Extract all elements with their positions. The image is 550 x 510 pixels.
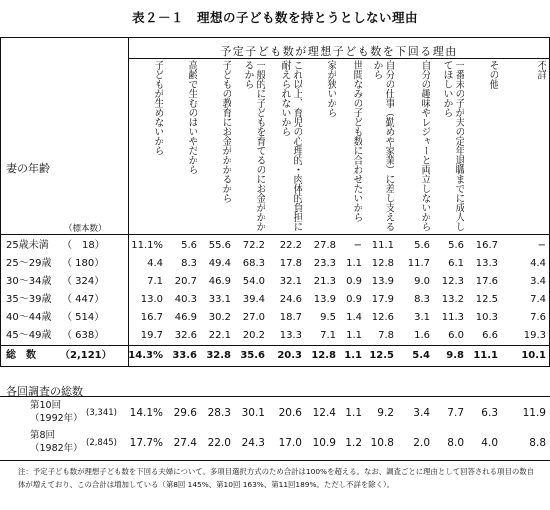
survey-sample-size: (3,341) [86,408,117,418]
table-row [0,255,550,273]
row-sample-size: （ 324） [62,276,105,287]
table-cell: 27.8 [313,240,336,251]
table-cell: 27.0 [242,312,265,323]
table-cell: 21.3 [313,276,336,287]
table-cell: 17.7% [129,437,163,449]
row-sample-size: （ 447） [62,294,105,305]
table-cell: 13.9 [371,276,394,287]
table-cell: 7.4 [530,294,546,305]
table-cell: 39.4 [242,294,265,305]
table-cell: 13.2 [441,294,464,305]
survey-round-label: 第8回 （1982年） [30,430,83,454]
table-note: 注：予定子ども数が理想子ども数を下回る夫婦について。多項目選択方式のため合計は100%を超える。なお、調査ごとに理由として回答される項目の数自体が増えており、この合計は増加している（第8回 145%、第10回 163%、第11回189%。ただし不詳を除く）。 [18,467,535,489]
survey-section-label: 各回調査の総数 [6,385,83,398]
table-cell: 1.1 [344,350,362,361]
rule-total-bottom [0,366,550,367]
table-cell: 8.0 [447,437,464,449]
table-cell: 1.1 [346,330,362,341]
rule-survey-bottom [0,460,550,461]
table-cell: 24.3 [241,437,265,449]
table-cell: 7.8 [378,330,394,341]
table-cell: 72.2 [242,240,265,251]
table-cell: 40.3 [174,294,197,305]
table-cell: 8.8 [529,437,546,449]
table-cell: 1.2 [345,437,362,449]
column-header-11: その他 [487,60,498,89]
row-age-label: 25〜29歳 [6,258,52,269]
table-cell: 17.6 [475,276,498,287]
table-cell: 0.9 [346,276,362,287]
table-cell: 7.1 [147,276,163,287]
table-cell: 12.5 [475,294,498,305]
table-cell: 7.7 [447,407,464,419]
column-header-7: 世間なみの子ども数に合わせたいから [351,60,362,222]
table-cell: 30.1 [241,407,265,419]
row-age-label: 35〜39歳 [6,294,52,305]
table-cell: 11.3 [441,312,464,323]
table-cell: 4.4 [147,258,163,269]
survey-round-label: 第10回 （1992年） [30,400,83,424]
column-header-2: 高齢で生むのはいやだから [186,60,197,174]
table-cell: 54.0 [242,276,265,287]
table-title: 表２－１ 理想の子ども数を持とうとしない理由 [131,10,418,25]
table-cell: 23.3 [313,258,336,269]
total-sample-size: （2,121） [60,350,112,361]
table-cell: 11.1 [371,240,394,251]
table-cell: 11.7 [407,258,430,269]
table-cell: 8.3 [181,258,197,269]
survey-row [0,398,550,428]
table-cell: 55.6 [208,240,231,251]
table-cell: 19.3 [523,330,546,341]
table-cell: 20.2 [242,330,265,341]
survey-row [0,428,550,458]
table-cell: 12.8 [311,350,336,361]
table-cell: 12.5 [369,350,394,361]
row-header-label: 妻の年齢 [6,162,50,175]
table-cell: 27.4 [173,437,197,449]
table-cell: 46.9 [174,312,197,323]
table-cell: 7.1 [320,330,336,341]
table-cell: 46.9 [208,276,231,287]
table-row [0,291,550,309]
column-header-10: 一番末の子が夫の定年退職までに成人してほしいから [441,60,464,231]
rule-total-top [0,345,550,346]
table-row [0,309,550,327]
table-cell: 10.9 [312,437,336,449]
table-row [0,273,550,291]
table-cell: 5.4 [412,350,430,361]
table-cell: 18.7 [279,312,302,323]
table-cell: 5.6 [181,240,197,251]
table-cell: 22.1 [208,330,231,341]
row-age-label: 45〜49歳 [6,330,52,341]
table-cell: 32.1 [279,276,302,287]
table-cell: 22.2 [279,240,302,251]
table-cell: 3.1 [414,312,430,323]
row-sample-size: （ 180） [62,258,105,269]
table-cell: 5.6 [414,240,430,251]
table-cell: 12.6 [371,312,394,323]
table-cell: 24.6 [279,294,302,305]
table-cell: 4.0 [481,437,498,449]
table-cell: 9.8 [446,350,464,361]
table-cell: 10.1 [521,350,546,361]
sample-size-label: （標本数） [64,224,107,234]
table-cell: − [353,240,362,251]
table-cell: 13.9 [313,294,336,305]
table-cell: 17.9 [371,294,394,305]
column-header-5: これ以上、育児の心理的・肉体的負担に耐えられないから [279,60,302,231]
table-cell: 35.6 [240,350,265,361]
table-cell: 6.1 [448,258,464,269]
table-cell: 17.8 [279,258,302,269]
row-sample-size: （ 514） [62,312,105,323]
column-header-12: 不詳 [535,60,546,79]
table-cell: 20.7 [174,276,197,287]
table-row [0,237,550,255]
column-header-6: 家が狭いから [325,60,336,117]
table-cell: 11.1 [473,350,498,361]
table-cell: 1.4 [346,312,362,323]
table-cell: 16.7 [475,240,498,251]
table-cell: 29.6 [173,407,197,419]
table-cell: 12.3 [441,276,464,287]
table-cell: 3.4 [413,407,430,419]
table-cell: 9.2 [377,407,394,419]
survey-sample-size: (2,845) [86,438,117,448]
column-header-9: 自分の趣味やレジャーと両立しないから [419,60,430,231]
table-cell: 30.2 [208,312,231,323]
row-age-label: 40〜44歳 [6,312,52,323]
table-row [0,327,550,345]
row-sample-size: （ 638） [62,330,105,341]
table-cell: 6.3 [481,407,498,419]
table-cell: 6.6 [482,330,498,341]
table-cell: 10.8 [370,437,394,449]
rule-top [0,37,550,38]
table-cell: 32.6 [174,330,197,341]
total-label: 総 数 [6,350,36,361]
column-header-4: 一般的に子どもを育てるのにお金がかかるから [242,60,265,231]
table-cell: 17.0 [278,437,302,449]
table-cell: 11.9 [522,407,546,419]
row-sample-size: （ 18） [62,240,105,251]
table-cell: 9.5 [320,312,336,323]
row-age-label: 30〜34歳 [6,276,52,287]
table-cell: 14.3% [128,350,163,361]
table-cell: 68.3 [242,258,265,269]
table-cell: 7.6 [530,312,546,323]
table-cell: 49.4 [208,258,231,269]
group-header: 予定子ども数が理想子ども数を下回る理由 [220,45,458,58]
table-cell: 20.6 [278,407,302,419]
table-cell: 28.3 [207,407,231,419]
table-cell: 10.3 [475,312,498,323]
table-cell: 33.1 [208,294,231,305]
row-age-label: 25歳未満 [6,240,49,251]
table-cell: 14.1% [129,407,163,419]
table-cell: 1.1 [346,258,362,269]
table-cell: 33.6 [172,350,197,361]
table-cell: 1.1 [345,407,362,419]
table-cell: 4.4 [530,258,546,269]
column-header-3: 子どもの教育にお金がかかるから [220,60,231,203]
table-cell: 8.3 [414,294,430,305]
table-cell: − [537,240,546,251]
table-cell: 22.0 [207,437,231,449]
total-row [0,347,550,365]
column-header-1: 子どもが生めないから [152,60,163,155]
table-cell: 12.4 [312,407,336,419]
column-header-8: 自分の仕事（勤めや家業）に差し支えるから [371,60,394,231]
table-cell: 13.3 [279,330,302,341]
table-cell: 6.0 [448,330,464,341]
table-cell: 16.7 [140,312,163,323]
table-cell: 32.8 [206,350,231,361]
table-cell: 20.3 [277,350,302,361]
table-cell: 13.0 [140,294,163,305]
table-cell: 0.9 [346,294,362,305]
table-cell: 2.0 [413,437,430,449]
table-cell: 3.4 [530,276,546,287]
table-cell: 9.0 [414,276,430,287]
table-cell: 13.3 [475,258,498,269]
table-cell: 19.7 [140,330,163,341]
table-cell: 11.1% [131,240,163,251]
table-cell: 5.6 [448,240,464,251]
table-cell: 12.8 [371,258,394,269]
table-cell: 1.6 [414,330,430,341]
